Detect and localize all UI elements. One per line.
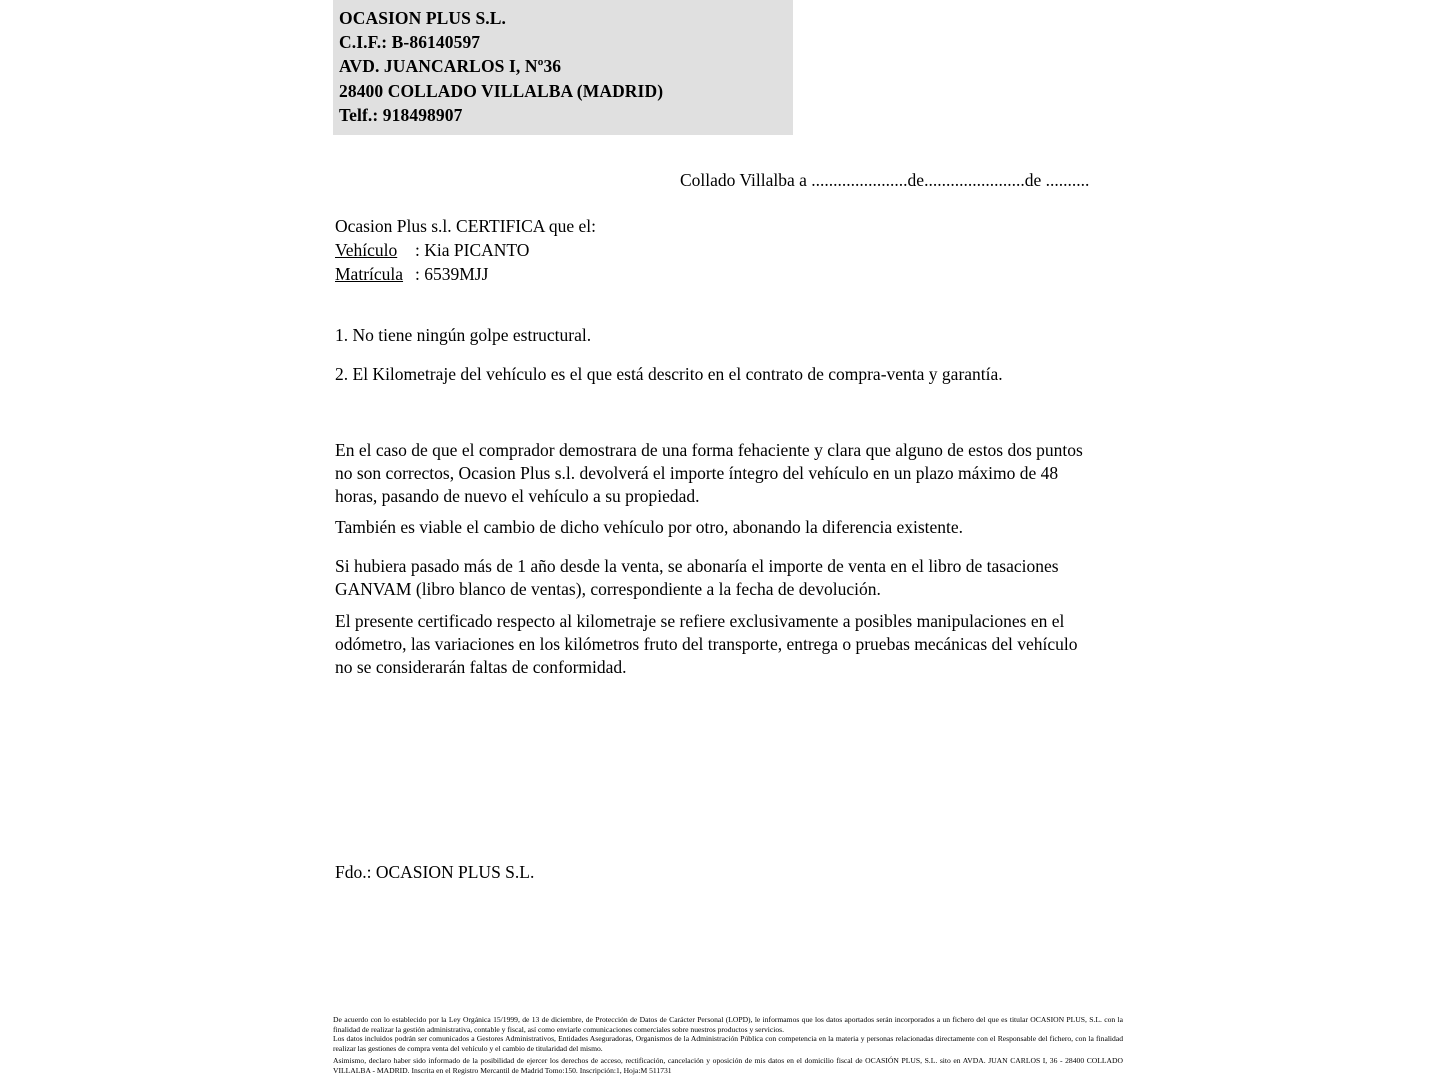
paragraph-odometer: El presente certificado respecto al kilometraje se refiere exclusivamente a posibles manipulaciones en el odómetro, las variaciones en los kilómetros fruto del transporte, entrega o pruebas mecánicas del vehículo no se considerarán faltas de conformidad. bbox=[335, 611, 1078, 677]
dateline: Collado Villalba a ......................de.......................de .......... bbox=[680, 170, 1090, 190]
letterhead-block bbox=[333, 0, 793, 135]
plate-value: : 6539MJJ bbox=[415, 264, 489, 284]
plate-label: Matrícula bbox=[335, 264, 404, 284]
company-city: 28400 COLLADO VILLALBA (MADRID) bbox=[339, 80, 664, 101]
legal-paragraph-3: Asimismo, declaro haber sido informado de la posibilidad de ejercer los derechos de acceso, rectificación, cancelación y oposición de mis datos en el domicilio fiscal de OCASIÓN PLUS, S.L. sito en AVDA. JUAN CARLOS I, 36 - 28400 COLLADO VILLALBA - MADRID. Inscrita en el Registro Mercantil de Madrid Tomo:150. Inscripción:1, Hoja:M 511731 bbox=[333, 1056, 1123, 1075]
legal-paragraph-2: Los datos incluidos podrán ser comunicados a Gestores Administrativos, Entidades Aseguradoras, Organismos de la Administración Pública con competencia en la materia y personas relacionadas directamente con el Responsable del fichero, con la finalidad realizar las gestiones de compra venta del vehículo y el cambio de titularidad del mismo. bbox=[333, 1034, 1123, 1053]
legal-paragraph-1: De acuerdo con lo establecido por la Ley Orgánica 15/1999, de 13 de diciembre, de Protección de Datos de Carácter Personal (LOPD), le informamos que los datos aportados serán incorporados a un fichero del que es titular OCASION PLUS, S.L. con la finalidad de realizar la gestión administrativa, contable y fiscal, así como enviarle comunicaciones comerciales sobre nuestros productos y servicios. bbox=[333, 1015, 1123, 1034]
company-name: OCASION PLUS S.L. bbox=[339, 8, 507, 28]
paragraph-refund: En el caso de que el comprador demostrara de una forma fehaciente y clara que alguno de estos dos puntos no son correctos, Ocasion Plus s.l. devolverá el importe íntegro del vehículo en un plazo máximo de 48 horas, pasando de nuevo el vehículo a su propiedad. bbox=[335, 440, 1083, 506]
legal-notice bbox=[333, 1015, 1123, 1076]
company-address: AVD. JUANCARLOS I, Nº36 bbox=[339, 56, 562, 77]
company-cif: C.I.F.: B-86140597 bbox=[339, 32, 481, 53]
vehicle-value: : Kia PICANTO bbox=[415, 240, 530, 260]
signature-line: Fdo.: OCASION PLUS S.L. bbox=[335, 862, 535, 882]
paragraph-ganvam: Si hubiera pasado más de 1 año desde la venta, se abonaría el importe de venta en el libro de tasaciones GANVAM (libro blanco de ventas), correspondiente a la fecha de devolución. bbox=[335, 556, 1059, 599]
plate-row bbox=[335, 264, 488, 285]
paragraph-exchange: También es viable el cambio de dicho vehículo por otro, abonando la diferencia existente. bbox=[335, 517, 964, 537]
company-phone: Telf.: 918498907 bbox=[339, 104, 463, 125]
vehicle-label: Vehículo bbox=[335, 240, 398, 260]
vehicle-row bbox=[335, 240, 529, 261]
certification-point-2: 2. El Kilometraje del vehículo es el que está descrito en el contrato de compra-venta y garantía. bbox=[335, 364, 1003, 384]
certification-point-1: 1. No tiene ningún golpe estructural. bbox=[335, 325, 592, 345]
certification-intro: Ocasion Plus s.l. CERTIFICA que el: bbox=[335, 216, 596, 236]
